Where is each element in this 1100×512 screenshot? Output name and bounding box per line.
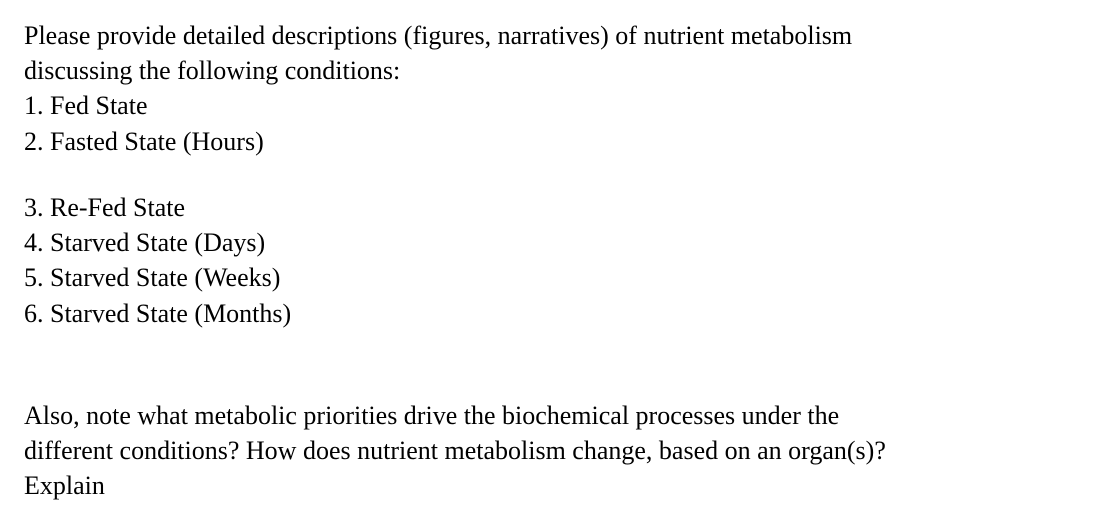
list-item: 4. Starved State (Days) (24, 228, 266, 257)
intro-text-line-2: discussing the following conditions: (24, 56, 401, 85)
question-text-line-1: Also, note what metabolic priorities drive the biochemical processes under the (24, 401, 840, 430)
list-item: 2. Fasted State (Hours) (24, 127, 264, 156)
list-item: 6. Starved State (Months) (24, 299, 292, 328)
question-text-line-2: different conditions? How does nutrient metabolism change, based on an organ(s)? (24, 436, 886, 465)
list-item: 1. Fed State (24, 91, 148, 120)
list-item: 5. Starved State (Weeks) (24, 263, 281, 292)
question-text-line-3: Explain (24, 471, 105, 500)
list-item: 3. Re-Fed State (24, 193, 186, 222)
intro-text-line-1: Please provide detailed descriptions (figures, narratives) of nutrient metabolism (24, 21, 853, 50)
